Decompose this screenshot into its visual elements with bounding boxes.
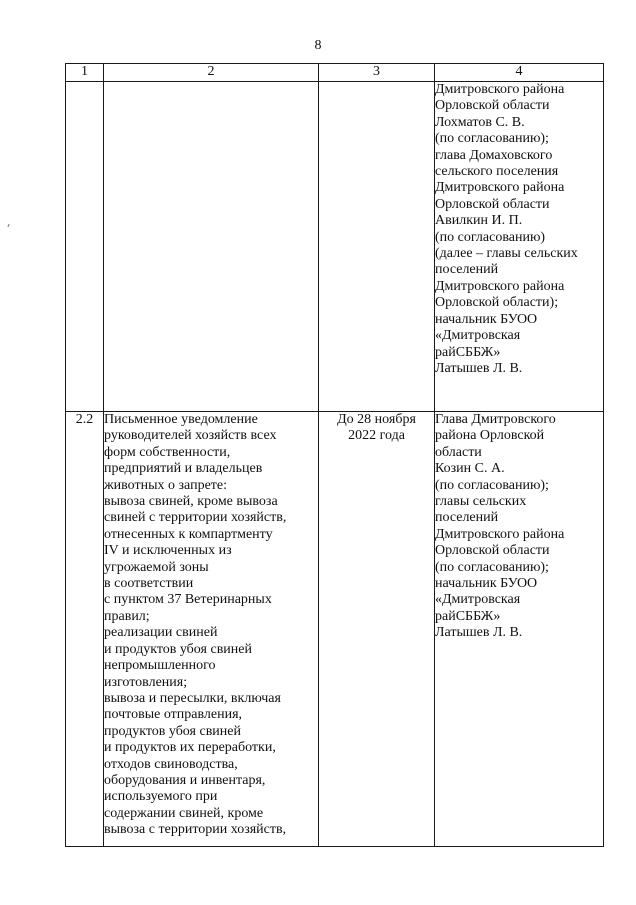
text-line: содержании свиней, кроме — [104, 805, 264, 821]
text-line: животных о запрете: — [104, 477, 227, 493]
text-line: (по согласованию) — [435, 229, 546, 245]
text-line: Латышев Л. В. — [435, 360, 523, 376]
text-line: используемого при — [104, 789, 218, 805]
text-line: правил; — [104, 608, 150, 624]
text-line: свиней с территории хозяйств, — [104, 510, 287, 526]
header-cell-4: 4 — [435, 64, 604, 82]
text-line: райСББЖ» — [435, 608, 501, 624]
measures-table — [65, 63, 604, 847]
text-line: IV и исключенных из — [104, 543, 232, 559]
text-line: начальник БУОО — [435, 576, 538, 592]
text-line: отнесенных к компартменту — [104, 526, 273, 542]
text-line: Орловской области — [435, 196, 550, 212]
text-line: предприятий и владельцев — [104, 461, 263, 477]
text-line: сельского поселения — [435, 164, 559, 180]
text-line: вывоза свиней, кроме вывоза — [104, 494, 278, 510]
text-line: в соответствии — [104, 576, 194, 592]
text-line: Письменное уведомление — [104, 412, 258, 427]
text-line: «Дмитровская — [435, 328, 521, 344]
table-row-continued — [66, 82, 604, 412]
text-line: руководителей хозяйств всех — [104, 428, 277, 444]
text-line: поселений — [435, 262, 499, 278]
text-line: Дмитровского района — [435, 278, 565, 294]
text-line: глава Домаховского — [435, 147, 553, 163]
text-line: «Дмитровская — [435, 592, 521, 608]
row-number-cell: 2.2 — [66, 412, 104, 847]
text-line: и продуктов их переработки, — [104, 740, 276, 756]
header-cell-2: 2 — [104, 64, 319, 82]
text-line: непромышленного — [104, 658, 216, 674]
text-line: отходов свиноводства, — [104, 756, 238, 772]
event-cell — [104, 82, 319, 412]
text-line: с пунктом 37 Ветеринарных — [104, 592, 272, 608]
text-line: реализации свиней — [104, 625, 218, 641]
table-header-row — [66, 64, 604, 82]
text-line: и продуктов убоя свиней — [104, 641, 252, 657]
text-line: 2022 года — [348, 428, 405, 444]
text-line: Лохматов С. В. — [435, 114, 525, 130]
text-line: Козин С. А. — [435, 461, 505, 477]
text-line: вывоза с территории хозяйств, — [104, 822, 287, 838]
text-line: форм собственности, — [104, 444, 231, 460]
scan-artifact-mark — [7, 224, 9, 227]
text-line: Орловской области — [435, 543, 550, 559]
text-line: продуктов убоя свиней — [104, 723, 241, 739]
text-line: Дмитровского района — [435, 180, 565, 196]
text-line: До 28 ноября — [337, 412, 416, 427]
text-line: Орловской области — [435, 98, 550, 114]
table-row-2-2 — [66, 412, 604, 847]
text-line: района Орловской — [435, 428, 545, 444]
row-number-cell — [66, 82, 104, 412]
text-line: райСББЖ» — [435, 344, 501, 360]
text-line: Дмитровского района — [435, 526, 565, 542]
deadline-cell — [319, 82, 435, 412]
header-cell-1: 1 — [66, 64, 104, 82]
text-line: (далее – главы сельских — [435, 246, 578, 262]
text-line: вывоза и пересылки, включая — [104, 690, 281, 706]
text-line: Дмитровского района — [435, 82, 565, 97]
text-line: начальник БУОО — [435, 311, 538, 327]
responsible-cell — [435, 82, 604, 412]
text-line: угрожаемой зоны — [104, 559, 209, 575]
responsible-cell — [435, 412, 604, 847]
text-line: Авилкин И. П. — [435, 213, 523, 229]
text-line: Латышев Л. В. — [435, 625, 523, 641]
text-line: почтовые отправления, — [104, 707, 243, 723]
page-number: 8 — [314, 38, 322, 53]
text-line: оборудования и инвентаря, — [104, 772, 266, 788]
header-cell-3: 3 — [319, 64, 435, 82]
text-line: изготовления; — [104, 674, 188, 690]
text-line: (по согласованию); — [435, 559, 549, 575]
text-line: области — [435, 444, 482, 460]
event-cell — [104, 412, 319, 847]
text-line: поселений — [435, 510, 499, 526]
text-line: Глава Дмитровского — [435, 412, 556, 427]
text-line: главы сельских — [435, 494, 527, 510]
text-line: (по согласованию); — [435, 477, 549, 493]
text-line: Орловской области); — [435, 295, 559, 311]
deadline-cell — [319, 412, 435, 847]
text-line: (по согласованию); — [435, 131, 549, 147]
